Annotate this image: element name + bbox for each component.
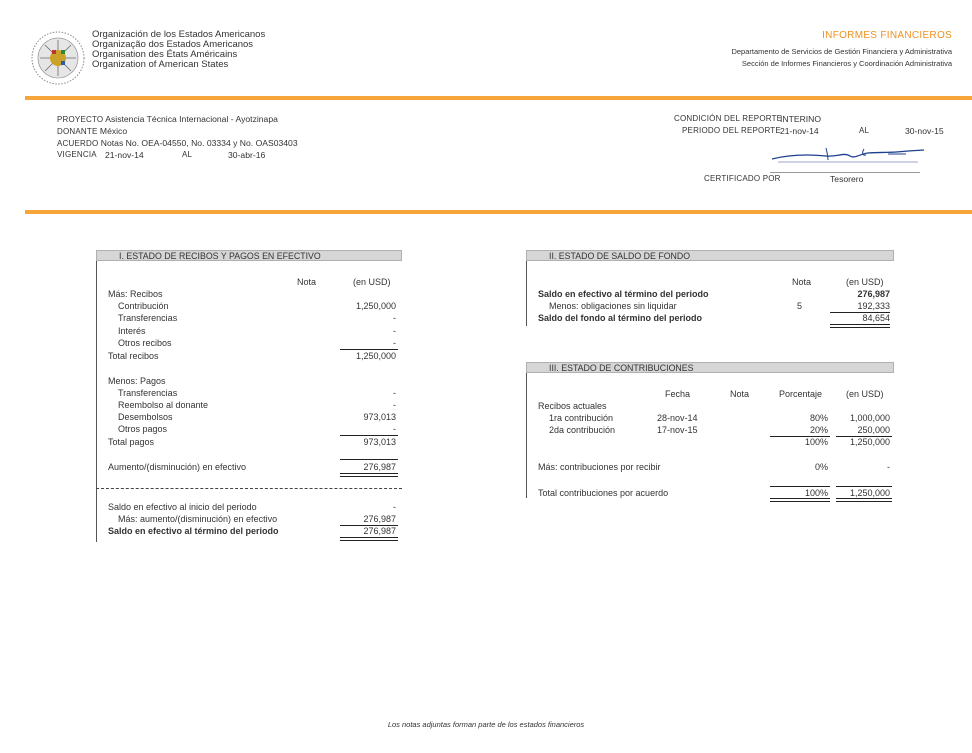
s1-saldo-fin: 276,987 [363, 526, 396, 536]
org-name-es: Organización de los Estados Americanos [92, 29, 266, 40]
s1-pago-value: 973,013 [363, 412, 396, 422]
s1-aumento-label: Aumento/(disminución) en efectivo [108, 462, 247, 472]
certificado-label: CERTIFICADO POR [704, 174, 781, 183]
vigencia-from: 21-nov-14 [105, 150, 144, 160]
condicion-label: CONDICIÓN DEL REPORTE [674, 114, 783, 123]
s1-pago-label: Otros pagos [118, 424, 168, 434]
s1-recibo-label: Interés [118, 326, 146, 336]
s3-total-value-double-rule [836, 498, 892, 502]
header-divider [25, 96, 972, 100]
s1-recibo-label: Transferencias [118, 313, 178, 323]
oas-emblem-icon [30, 30, 86, 86]
s1-pagos-rule [340, 435, 398, 436]
s3-por-recibir-pct: 0% [814, 462, 828, 472]
s3-por-recibir-label: Más: contribuciones por recibir [538, 462, 661, 472]
s3-col-usd: (en USD) [846, 389, 884, 399]
s2-col-nota: Nota [792, 277, 812, 287]
s1-pagos-head: Menos: Pagos [108, 376, 166, 386]
s1-recibo-label: Otros recibos [118, 338, 172, 348]
project-row [57, 114, 278, 124]
s3-row-pct: 80% [809, 413, 828, 423]
s1-pago-value: - [393, 388, 396, 398]
s1-pago-value: - [393, 424, 396, 434]
s1-dashed-divider [96, 488, 402, 489]
s1-pago-label: Reembolso al donante [118, 400, 209, 410]
s1-saldo-inicio: - [393, 502, 396, 512]
s3-col-pct: Porcentaje [779, 389, 823, 399]
s3-row-value: 1,000,000 [849, 413, 890, 423]
agreement-row [57, 138, 298, 148]
s3-row-label: 1ra contribución [549, 413, 614, 423]
s1-recibo-value: - [393, 326, 396, 336]
s1-saldo-fin-label: Saldo en efectivo al término del periodo [108, 526, 279, 536]
vigencia-label: VIGENCIA [57, 150, 97, 159]
condicion-value: INTERINO [780, 114, 822, 124]
periodo-al: AL [859, 126, 870, 135]
s1-pago-label: Transferencias [118, 388, 178, 398]
certificado-value: Tesorero [830, 174, 864, 184]
s1-saldo-inicio-label: Saldo en efectivo al inicio del periodo [108, 502, 257, 512]
s1-aumento-top-rule [340, 459, 398, 460]
donante-label: DONANTE [57, 127, 98, 136]
s1-recibo-value: - [393, 338, 396, 348]
department-name: Departamento de Servicios de Gestión Financiera y Administrativa [731, 47, 952, 56]
s1-mas-aumento-label: Más: aumento/(disminución) en efectivo [118, 514, 278, 524]
s1-col-usd: (en USD) [353, 277, 391, 287]
s3-total-value-rule [836, 486, 892, 487]
s1-aumento-double-rule [340, 473, 398, 477]
donor-row [57, 126, 127, 136]
section3-left-border [526, 362, 527, 498]
org-name-en: Organization of American States [92, 59, 229, 70]
s3-subtotal: 1,250,000 [849, 437, 890, 447]
section3-title: III. ESTADO DE CONTRIBUCIONES [526, 362, 894, 373]
s1-col-nota: Nota [297, 277, 317, 287]
s2-fondo-label: Saldo del fondo al término del periodo [538, 313, 703, 323]
s2-fondo: 84,654 [862, 313, 890, 323]
periodo-label: PERIODO DEL REPORTE [682, 126, 781, 135]
s1-aumento: 276,987 [363, 462, 396, 472]
acuerdo-label: ACUERDO [57, 139, 99, 148]
s3-por-recibir: - [887, 462, 890, 472]
s1-mas-aumento: 276,987 [363, 514, 396, 524]
vigencia-al: AL [182, 150, 193, 159]
organization-names [92, 30, 265, 70]
proyecto-label: PROYECTO [57, 115, 104, 124]
s3-row-fecha: 28-nov-14 [657, 413, 698, 423]
s1-total-recibos-label: Total recibos [108, 351, 159, 361]
s2-menos: 192,333 [857, 301, 890, 311]
periodo-from: 21-nov-14 [780, 126, 819, 136]
s2-fondo-double-rule [830, 324, 890, 328]
s1-saldo-fin-double-rule [340, 537, 398, 541]
s2-menos-label: Menos: obligaciones sin liquidar [549, 301, 677, 311]
s3-row-value: 250,000 [857, 425, 890, 435]
s1-total-pagos: 973,013 [363, 437, 396, 447]
s1-recibo-label: Contribución [118, 301, 169, 311]
signature-line [770, 172, 920, 173]
s1-recibo-value: 1,250,000 [355, 301, 396, 311]
s2-saldo: 276,987 [857, 289, 890, 299]
s3-row-pct: 20% [809, 425, 828, 435]
s1-total-pagos-label: Total pagos [108, 437, 155, 447]
s3-total: 1,250,000 [849, 488, 890, 498]
section2-left-border [526, 250, 527, 326]
s3-recibos-head: Recibos actuales [538, 401, 607, 411]
footer-note: Los notas adjuntas forman parte de los estados financieros [387, 720, 585, 729]
s3-subtotal-pct: 100% [804, 437, 828, 447]
section1-title: I. ESTADO DE RECIBOS Y PAGOS EN EFECTIVO [96, 250, 402, 261]
periodo-to: 30-nov-15 [905, 126, 944, 136]
vigencia-to: 30-abr-16 [228, 150, 266, 160]
acuerdo-value: Notas No. OEA-04550, No. 03334 y No. OAS03403 [100, 138, 298, 148]
donante-value: México [99, 126, 128, 136]
s1-total-recibos: 1,250,000 [355, 351, 396, 361]
s1-pago-value: - [393, 400, 396, 410]
s1-recibos-head: Más: Recibos [108, 289, 163, 299]
s3-col-fecha: Fecha [665, 389, 691, 399]
org-name-pt: Organização dos Estados Americanos [92, 39, 254, 50]
section2-title: II. ESTADO DE SALDO DE FONDO [526, 250, 894, 261]
org-name-fr: Organisation des États Américains [92, 49, 238, 60]
s1-recibos-rule [340, 349, 398, 350]
s1-recibo-value: - [393, 313, 396, 323]
report-type-title: INFORMES FINANCIEROS [822, 30, 952, 41]
s1-pago-label: Desembolsos [118, 412, 173, 422]
s3-col-nota: Nota [730, 389, 750, 399]
s3-row-label: 2da contribución [549, 425, 616, 435]
section-name: Sección de Informes Financieros y Coordinación Administrativa [741, 59, 952, 68]
s2-col-usd: (en USD) [846, 277, 884, 287]
proyecto-value: Asistencia Técnica Internacional - Ayotzinapa [105, 114, 278, 124]
s3-total-pct-double-rule [770, 498, 830, 502]
s3-total-pct-rule [770, 486, 830, 487]
s2-menos-nota: 5 [797, 301, 803, 311]
s3-total-label: Total contribuciones por acuerdo [538, 488, 669, 498]
s3-row-fecha: 17-nov-15 [657, 425, 698, 435]
s3-total-pct: 100% [804, 488, 828, 498]
info-divider [25, 210, 972, 214]
section1-left-border [96, 250, 97, 542]
s2-saldo-label: Saldo en efectivo al término del periodo [538, 289, 709, 299]
signature-icon [768, 142, 928, 168]
